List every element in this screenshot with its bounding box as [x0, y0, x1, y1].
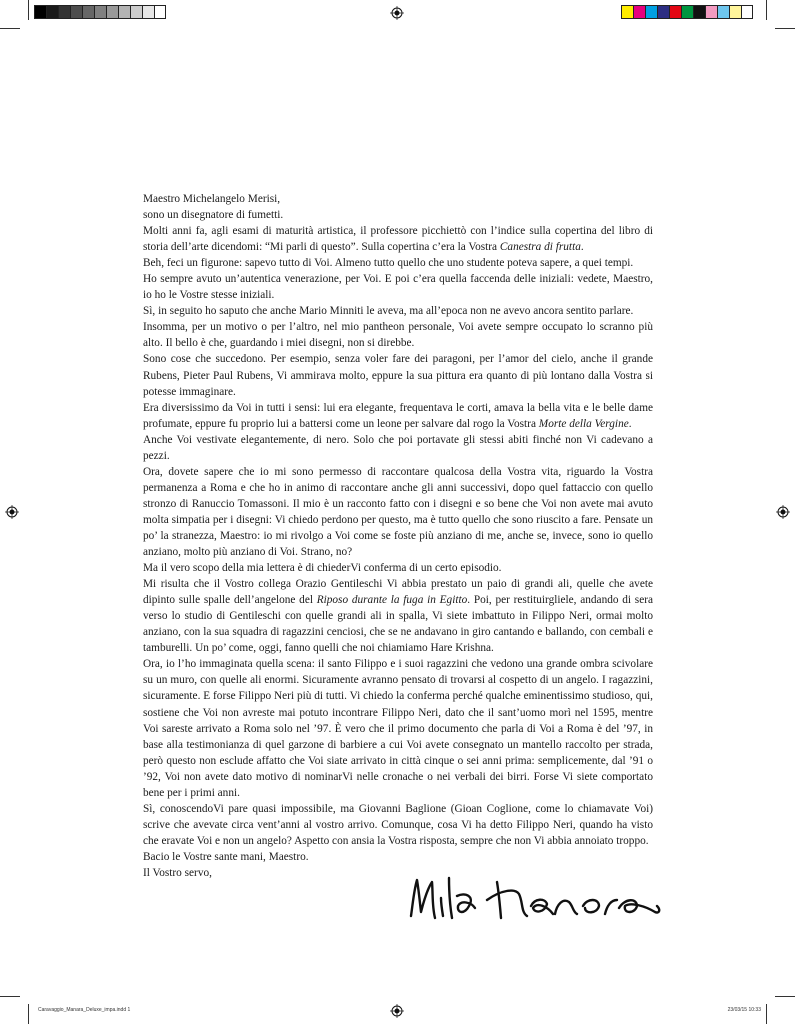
- crop-mark-bottom-left-v: [28, 1004, 29, 1024]
- gray-swatch: [58, 5, 70, 19]
- gray-swatch: [34, 5, 46, 19]
- gray-swatch: [142, 5, 154, 19]
- crop-mark-top-left-v: [28, 0, 29, 20]
- paragraph-text: Bacio le Vostre sante mani, Maestro.: [143, 850, 309, 863]
- letter-paragraph: [143, 255, 653, 271]
- registration-mark-top: [390, 6, 404, 20]
- crop-mark-top-right-h: [775, 28, 795, 29]
- registration-mark-left: [5, 505, 19, 519]
- gray-swatch: [70, 5, 82, 19]
- signature-image: [405, 872, 665, 928]
- color-swatch: [705, 5, 717, 19]
- paragraph-text: Il Vostro servo,: [143, 866, 212, 879]
- color-swatch: [681, 5, 693, 19]
- paragraph-text: .: [580, 241, 584, 254]
- gray-swatch: [154, 5, 166, 19]
- color-calibration-bar: [621, 5, 753, 19]
- paragraph-text: Sono cose che succedono. Per esempio, senza voler fare dei paragoni, per l’amor del cielo, anche il grande Rubens, Pieter Paul Rubens, Vi ammirava molto, eppure la sua pittura era quanto di più lontano dalla Vostra si potesse immaginare.: [143, 353, 653, 398]
- letter-paragraphs: [143, 207, 653, 881]
- letter-paragraph: [143, 432, 653, 464]
- letter-paragraph: [143, 801, 653, 849]
- letter-paragraph: [143, 849, 653, 865]
- color-swatch: [717, 5, 729, 19]
- paragraph-text: .: [628, 417, 632, 430]
- paragraph-text: Ma il vero scopo della mia lettera è di chiederVi conferma di un certo episodio.: [143, 562, 502, 575]
- paragraph-text: . Poi, per restituirgliele, andando di sera verso lo studio di Gentileschi con quelle grandi ali in spalla, Vi siete imbattuto in Filippo Neri, ormai molto anziano, con la sua squadra di ragazzini cenciosi, che se ne andavano in giro cantando e ballando, con cembali e tamburelli. Un po’ come, oggi, fanno quelli che noi chiamiamo Hare Krishna.: [143, 594, 653, 655]
- gray-swatch: [130, 5, 142, 19]
- letter-paragraph: [143, 656, 653, 800]
- paragraph-text: Sì, in seguito ho saputo che anche Mario Minniti le aveva, ma all’epoca non ne avevo ancora sentito parlare.: [143, 305, 634, 318]
- crop-mark-top-right-v: [766, 0, 767, 20]
- paragraph-text: Sì, conoscendoVi pare quasi impossibile, ma Giovanni Baglione (Gioan Coglione, come lo chiamavate Voi) scrive che avevate circa vent’anni al vostro arrivo. Comunque, cosa Vi ha detto Filippo Neri, quando ha visto che eravate Voi e non un angelo? Aspetto con ansia la Vostra risposta, sempre che non Vi abbia annoiato troppo.: [143, 802, 653, 847]
- letter-paragraph: [143, 207, 653, 223]
- paragraph-text: Molti anni fa, agli esami di maturità artistica, il professore picchiettò con l’indice sulla copertina del libro di storia dell’arte dicendomi: “Mi parli di questo”. Sulla copertina c’era la Vostra: [143, 225, 653, 254]
- paragraph-text: Insomma, per un motivo o per l’altro, nel mio pantheon personale, Voi avete sempre occupato lo scranno più alto. Il bello è che, guardando i miei disegni, non si direbbe.: [143, 321, 653, 350]
- artwork-title: Canestra di frutta: [499, 241, 581, 254]
- paragraph-text: Anche Voi vestivate elegantemente, di nero. Solo che poi portavate gli stessi abiti finché non Vi cadevano a pezzi.: [143, 433, 653, 462]
- registration-mark-right: [776, 505, 790, 519]
- letter-paragraph: [143, 319, 653, 351]
- gray-swatch: [106, 5, 118, 19]
- paragraph-text: Beh, feci un figurone: sapevo tutto di Voi. Almeno tutto quello che uno studente poteva sapere, a quei tempi.: [143, 257, 634, 270]
- letter-paragraph: [143, 400, 653, 432]
- crop-mark-bottom-right-h: [775, 996, 795, 997]
- color-swatch: [669, 5, 681, 19]
- crop-mark-top-left-h: [0, 28, 20, 29]
- color-swatch: [729, 5, 741, 19]
- paragraph-text: Ora, dovete sapere che io mi sono permesso di raccontare qualcosa della Vostra vita, riguardo la Vostra permanenza a Roma e che ho in animo di raccontare anche gli anni successivi, dopo quel fattaccio con quello stronzo di Ranuccio Tomassoni. Il mio è un racconto fatto con i disegni e so bene che Voi non avete mai avuto molta simpatia per i disegni: Vi chiedo perdono per questo, ma è tutto quello che sono riuscito a fare. Pensate un po’ la stranezza, Maestro: io mi rivolgo a Voi come se foste più anziano di me, anche se, invece, sono io quello anziano, molto più anziano di Voi. Strano, no?: [143, 465, 653, 559]
- paragraph-text: Ho sempre avuto un’autentica venerazione, per Voi. E poi c’era quella faccenda delle iniziali: vedete, Maestro, io ho le Vostre stesse iniziali.: [143, 273, 653, 302]
- slug-filename: Caravaggio_Manara_Deluxe_impa.indd 1: [38, 1007, 131, 1013]
- color-swatch: [633, 5, 645, 19]
- paragraph-text: sono un disegnatore di fumetti.: [143, 209, 284, 222]
- color-swatch: [621, 5, 633, 19]
- color-swatch: [645, 5, 657, 19]
- gray-swatch: [46, 5, 58, 19]
- letter-paragraph: [143, 271, 653, 303]
- grayscale-calibration-bar: [34, 5, 166, 19]
- paragraph-text: Mi risulta che il Vostro collega Orazio Gentileschi Vi abbia prestato un paio di grandi ali, quelle che avete dipinto sulle spalle dell’angelone del: [143, 578, 653, 607]
- crop-mark-bottom-left-h: [0, 996, 20, 997]
- paragraph-text: Era diversissimo da Voi in tutti i sensi: lui era elegante, frequentava le corti, amava la bella vita e le belle dame profumate, eppure fu proprio lui a battersi come un leone per salvare dal rogo la Vostra: [143, 401, 653, 430]
- letter-paragraph: [143, 351, 653, 399]
- color-swatch: [741, 5, 753, 19]
- crop-mark-bottom-right-v: [766, 1004, 767, 1024]
- color-swatch: [657, 5, 669, 19]
- artwork-title: Morte della Vergine: [538, 417, 629, 430]
- color-swatch: [693, 5, 705, 19]
- letter-paragraph: [143, 223, 653, 255]
- letter-body: [143, 191, 653, 881]
- gray-swatch: [82, 5, 94, 19]
- slug-timestamp: 23/03/15 10:33: [727, 1007, 761, 1013]
- letter-paragraph: [143, 303, 653, 319]
- artwork-title: Riposo durante la fuga in Egitto: [316, 594, 468, 607]
- registration-mark-bottom: [390, 1004, 404, 1018]
- letter-paragraph: [143, 560, 653, 576]
- paragraph-text: Ora, io l’ho immaginata quella scena: il santo Filippo e i suoi ragazzini che vedono una grande ombra scivolare su un muro, con quelle ali enormi. Sicuramente avranno pensato di trovarsi al cospetto di un angelo. I ragazzini, sicuramente. E forse Filippo Neri più di tutti. Vi chiedo la conferma perché qualche eminentissimo studioso, qui, sostiene che Voi non avreste mai potuto incontrare Filippo Neri, dato che il sant’uomo morì nel 1595, mentre Voi sareste arrivato a Roma solo nel ’97. È vero che il primo documento che parla di Voi a Roma è del ’97, in base alla testimonianza di quel garzone di barbiere a cui Voi avete consegnato un mantello raccolto per strada, però questo non esclude affatto che Voi siate arrivato in città cinque o sei anni prima: semplicemente, dal ’91 o ’92, Voi non avete dato motivo di nominarVi nelle cronache o nei verbali dei birri. Forse Vi siete comportato bene per i primi anni.: [143, 658, 653, 799]
- letter-salutation: Maestro Michelangelo Merisi,: [143, 193, 281, 205]
- letter-paragraph: [143, 576, 653, 656]
- gray-swatch: [94, 5, 106, 19]
- letter-paragraph: [143, 464, 653, 560]
- gray-swatch: [118, 5, 130, 19]
